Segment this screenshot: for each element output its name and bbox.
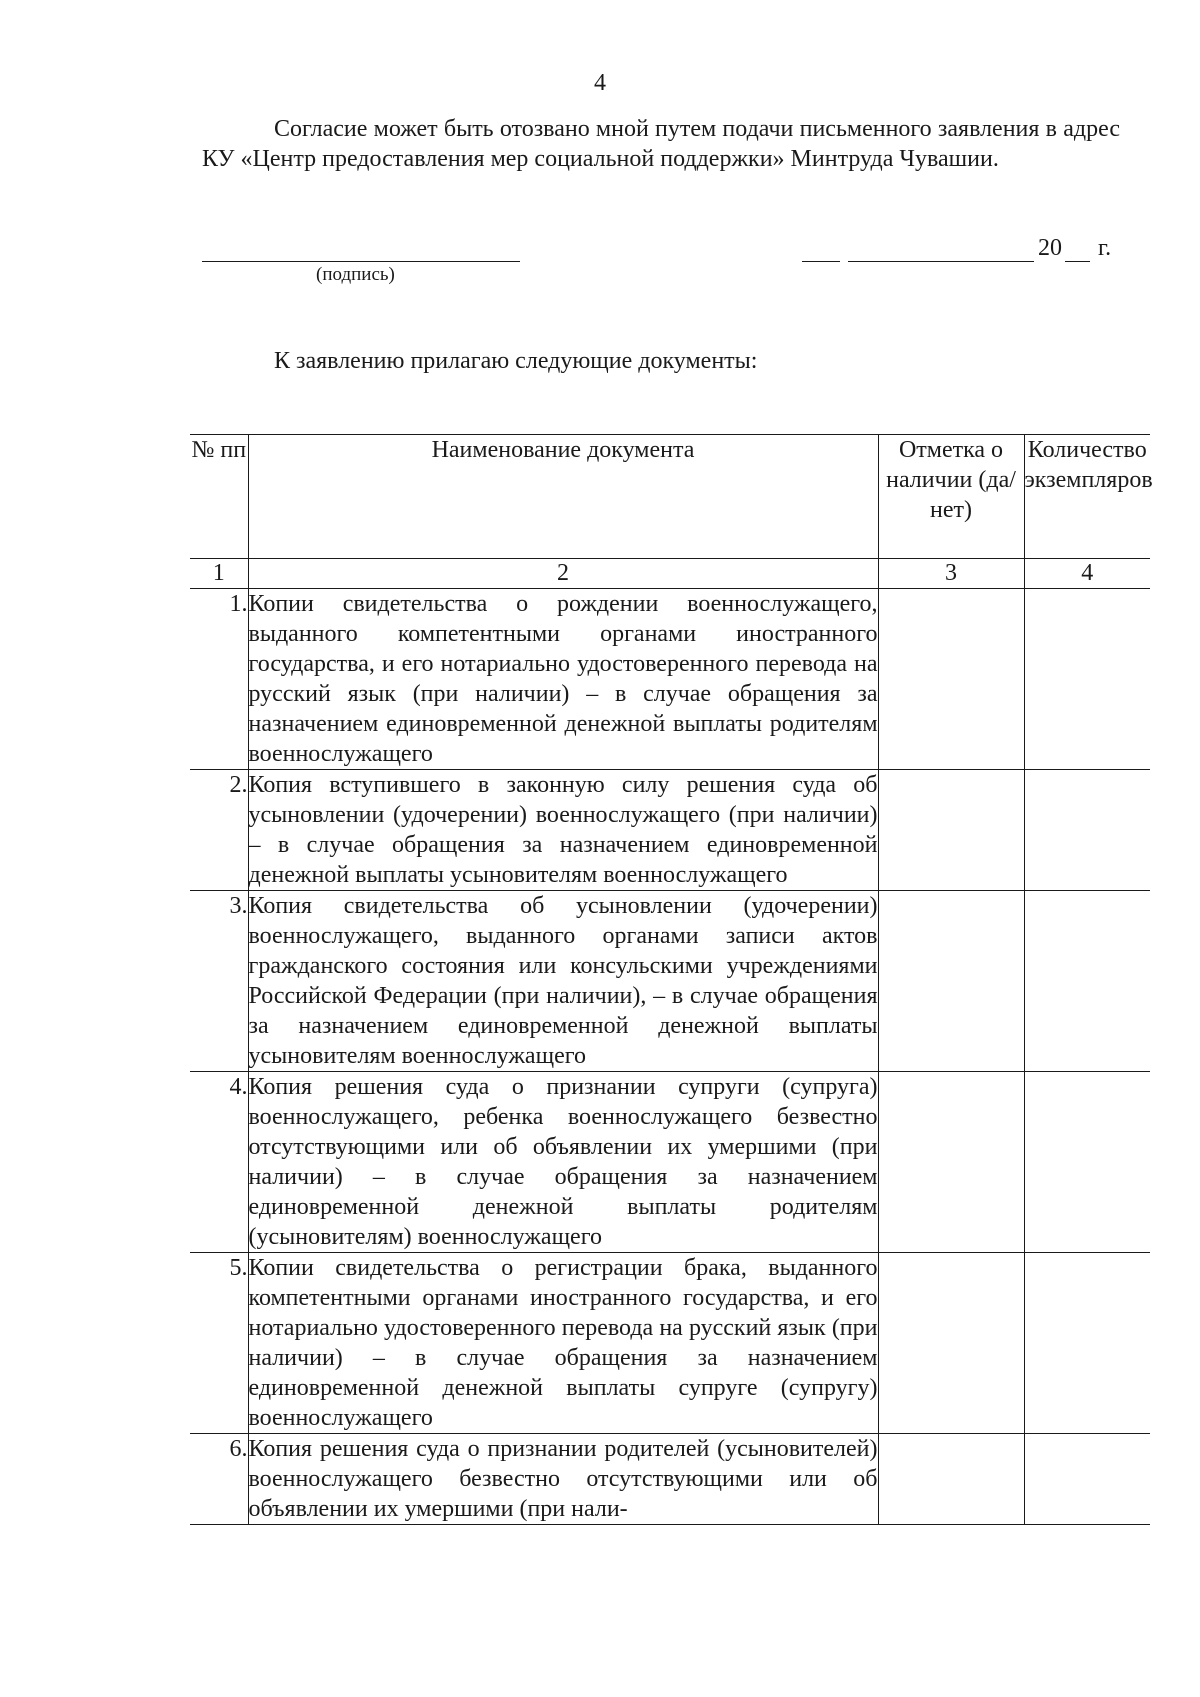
column-index-3: 3 — [878, 559, 1024, 589]
document-name: Копия решения суда о признании супруги (супруга) военнослужащего, ребенка военнослужащего безвестно отсутствующими или об объявлении их умершими (при наличии) – в случае обращения за назначением единовременной денежной выплаты родителям (усыновителям) военнослужащего — [248, 1072, 878, 1253]
copies-count-cell[interactable] — [1024, 770, 1150, 891]
date-year-prefix: 20 — [1038, 235, 1062, 261]
column-index-1: 1 — [190, 559, 248, 589]
copies-count-cell[interactable] — [1024, 891, 1150, 1072]
row-number: 6. — [190, 1434, 248, 1525]
availability-mark-cell[interactable] — [878, 1072, 1024, 1253]
date-month-line — [848, 261, 1034, 262]
header-qty: Количество экземпляров — [1024, 435, 1150, 559]
document-name: Копия свидетельства об усыновлении (удочерении) военнослужащего, выданного органами записи актов гражданского состояния или консульскими учреждениями Российской Федерации (при наличии), – в случае обращения за назначением единовременной денежной выплаты усыновителям военнослужащего — [248, 891, 878, 1072]
table-header-row — [190, 435, 1150, 559]
document-name: Копия вступившего в законную силу решения суда об усыновлении (удочерении) военнослужащего (при наличии) – в случае обращения за назначением единовременной денежной выплаты усыновителям военнослужащего — [248, 770, 878, 891]
copies-count-cell[interactable] — [1024, 1434, 1150, 1525]
column-index-2: 2 — [248, 559, 878, 589]
attachments-intro: К заявлению прилагаю следующие документы: — [274, 348, 758, 374]
page-number: 4 — [594, 70, 606, 96]
column-index-4: 4 — [1024, 559, 1150, 589]
consent-paragraph: Согласие может быть отозвано мной путем подачи письменного заявления в адрес КУ «Центр предоставления мер социальной поддержки» Минтруда Чувашии. — [202, 116, 1120, 172]
table-row — [190, 770, 1150, 891]
header-mark: Отметка о наличии (да/нет) — [878, 435, 1024, 559]
availability-mark-cell[interactable] — [878, 1434, 1024, 1525]
availability-mark-cell[interactable] — [878, 1253, 1024, 1434]
row-number: 4. — [190, 1072, 248, 1253]
table-row — [190, 1434, 1150, 1525]
document-name: Копии свидетельства о регистрации брака, выданного компетентными органами иностранного государства, и его нотариально удостоверенного перевода на русский язык (при наличии) – в случае обращения за назначением единовременной денежной выплаты супруге (супругу) военнослужащего — [248, 1253, 878, 1434]
table-row — [190, 589, 1150, 770]
row-number: 5. — [190, 1253, 248, 1434]
signature-line — [202, 261, 520, 262]
row-number: 2. — [190, 770, 248, 891]
date-year-line — [1065, 261, 1090, 262]
row-number: 1. — [190, 589, 248, 770]
availability-mark-cell[interactable] — [878, 891, 1024, 1072]
table-row — [190, 1072, 1150, 1253]
signature-caption: (подпись) — [316, 264, 395, 285]
copies-count-cell[interactable] — [1024, 589, 1150, 770]
column-index-row — [190, 559, 1150, 589]
documents-table — [190, 434, 1153, 1525]
copies-count-cell[interactable] — [1024, 1072, 1150, 1253]
date-day-line — [802, 261, 840, 262]
document-name: Копии свидетельства о рождении военнослужащего, выданного компетентными органами иностранного государства, и его нотариально удостоверенного перевода на русский язык (при наличии) – в случае обращения за назначением единовременной денежной выплаты родителям военнослужащего — [248, 589, 878, 770]
table-row — [190, 1253, 1150, 1434]
availability-mark-cell[interactable] — [878, 770, 1024, 891]
header-name: Наименование документа — [248, 435, 878, 559]
document-name: Копия решения суда о признании родителей (усыновителей) военнослужащего безвестно отсутствующими или об объявлении их умершими (при нали- — [248, 1434, 878, 1525]
availability-mark-cell[interactable] — [878, 589, 1024, 770]
date-year-suffix: г. — [1098, 235, 1112, 261]
copies-count-cell[interactable] — [1024, 1253, 1150, 1434]
row-number: 3. — [190, 891, 248, 1072]
table-row — [190, 891, 1150, 1072]
header-num: № пп — [190, 435, 248, 559]
